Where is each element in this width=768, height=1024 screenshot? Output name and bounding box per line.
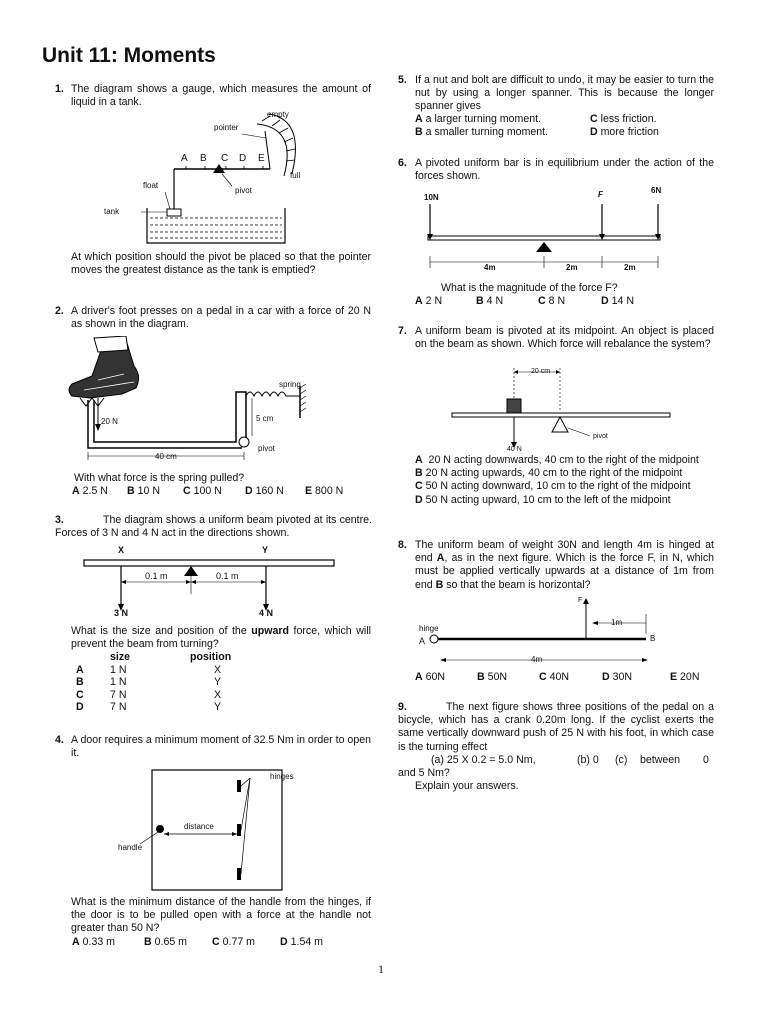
label-20n: 20 N: [101, 417, 118, 426]
question-3-prompt: What is the size and position of the upward force, which will prevent the beam from turning?: [71, 625, 371, 651]
question-text: A uniform beam is pivoted at its midpoint. An object is placed on the beam as shown. Which force will rebalance the system?: [415, 325, 714, 351]
pedal-diagram: [64, 336, 324, 466]
option-c[interactable]: C 100 N: [183, 485, 222, 497]
label-0-1m-right: 0.1 m: [216, 571, 239, 581]
option-d[interactable]: D 30N: [602, 671, 633, 683]
question-3-options: [76, 651, 231, 714]
gauge-diagram: [92, 106, 312, 248]
question-4-options: [72, 936, 323, 948]
question-9-cases: (a) 25 X 0.2 = 5.0 Nm, (b) 0 (c) between 0: [431, 754, 709, 766]
label-hinges: hinges: [270, 772, 294, 781]
option-a[interactable]: A 2.5 N: [72, 485, 108, 497]
label-pivot: pivot: [235, 186, 252, 195]
option-a[interactable]: A a larger turning moment.: [415, 113, 542, 125]
option-c[interactable]: C less friction.: [590, 113, 657, 125]
label-b: B: [200, 153, 207, 164]
label-a: A: [419, 636, 426, 646]
question-number: 8.: [398, 539, 407, 551]
question-text: A pivoted uniform bar is in equilibrium under the action of the forces shown.: [415, 157, 714, 183]
option-d[interactable]: D more friction: [590, 126, 659, 138]
label-empty: empty: [267, 110, 289, 119]
label-40cm: 40 cm: [155, 452, 177, 461]
option-a[interactable]: A 2 N: [415, 295, 443, 307]
label-y: Y: [262, 545, 269, 555]
option-d[interactable]: D 160 N: [245, 485, 284, 497]
question-text: If a nut and bolt are difficult to undo, it may be easier to turn the nut by using a longer spanner. This is because the longer spanner gives: [415, 74, 714, 113]
hinged-beam-diagram: [420, 596, 670, 668]
question-number: 5.: [398, 74, 407, 86]
page-title: Unit 11: Moments: [42, 44, 216, 67]
question-number: 9.: [398, 701, 407, 713]
label-full: full: [290, 171, 301, 180]
label-pivot: pivot: [258, 444, 275, 453]
question-text: The uniform beam of weight 30N and length 4m is hinged at end A, as in the next figure. Which is the force F, in N, which must be applied vertically upwards at a distance of 1m from end B so that the beam is horizontal?: [415, 539, 715, 591]
table-row[interactable]: C 7 N X: [76, 688, 222, 701]
option-d[interactable]: D 50 N acting upward, 10 cm to the left of the midpoint: [415, 493, 671, 506]
pivot-beam-diagram: [448, 366, 678, 456]
table-row[interactable]: B 1 N Y: [76, 676, 222, 689]
question-text: A driver's foot presses on a pedal in a car with a force of 20 N as shown in the diagram.: [71, 305, 371, 331]
label-handle: handle: [118, 843, 143, 852]
label-d: D: [239, 153, 247, 164]
option-b[interactable]: B 20 N acting upwards, 40 cm to the right of the midpoint: [415, 467, 683, 480]
label-float: float: [143, 181, 159, 190]
option-a[interactable]: A 20 N acting downwards, 40 cm to the right of the midpoint: [415, 454, 699, 466]
option-a[interactable]: A 0.33 m: [72, 936, 115, 948]
question-number: 2.: [55, 305, 64, 317]
label-e: E: [258, 153, 265, 164]
question-1-prompt: At which position should the pivot be placed so that the pointer moves the greatest distance as the tank is emptied?: [71, 251, 371, 277]
label-hinge: hinge: [419, 624, 439, 633]
label-pointer: pointer: [214, 123, 239, 132]
label-6n: 6N: [651, 186, 662, 195]
option-b[interactable]: B 50N: [477, 671, 508, 683]
option-c[interactable]: C 0.77 m: [212, 936, 255, 948]
label-10n: 10N: [424, 193, 439, 202]
question-number: 6.: [398, 157, 407, 169]
label-1m: 1m: [611, 618, 623, 627]
label-20cm: 20 cm: [531, 368, 551, 375]
label-4m: 4m: [531, 655, 543, 664]
question-7-options: [415, 454, 714, 507]
option-c[interactable]: C 40N: [539, 671, 570, 683]
question-text: A door requires a minimum moment of 32.5 Nm in order to open it.: [71, 734, 371, 760]
label-f: F: [578, 597, 583, 604]
label-f: F: [598, 190, 603, 199]
option-b[interactable]: B a smaller turning moment.: [415, 126, 549, 138]
page-number: 1: [378, 962, 384, 976]
label-4n: 4 N: [259, 608, 274, 618]
option-d[interactable]: D 14 N: [601, 295, 634, 307]
option-b[interactable]: B 0.65 m: [144, 936, 187, 948]
question-4-prompt: What is the minimum distance of the handle from the hinges, if the door is to be pulled open with a force at the handle not greater than 50 N?: [71, 896, 371, 935]
question-number: 3.: [55, 514, 64, 526]
label-distance: distance: [184, 822, 214, 831]
option-d[interactable]: D 1.54 m: [280, 936, 323, 948]
label-4m: 4m: [484, 263, 496, 272]
question-6-prompt: What is the magnitude of the force F?: [441, 282, 618, 294]
table-header: size position: [110, 651, 232, 664]
question-8-options: [415, 671, 699, 683]
option-a[interactable]: A 60N: [415, 671, 446, 683]
question-text: The next figure shows three positions of the pedal on a bicycle, which has a crank 0.20m long. If the cyclist exerts the same vertically downward push of 25 N with his foot, in which case is the turning effect: [398, 701, 714, 753]
label-pivot: pivot: [593, 433, 608, 440]
label-2m-b: 2m: [624, 263, 636, 272]
label-c: C: [221, 153, 229, 164]
question-text: The diagram shows a gauge, which measures the amount of liquid in a tank.: [71, 83, 371, 109]
label-b: B: [650, 634, 656, 643]
option-e[interactable]: E 20N: [670, 671, 700, 683]
option-b[interactable]: B 10 N: [127, 485, 160, 497]
label-x: X: [118, 545, 125, 555]
option-c[interactable]: C 8 N: [538, 295, 566, 307]
label-0-1m-left: 0.1 m: [145, 571, 168, 581]
table-row[interactable]: D 7 N Y: [76, 701, 222, 714]
label-40n: 40 N: [507, 446, 522, 453]
label-a: A: [181, 153, 188, 164]
option-b[interactable]: B 4 N: [476, 295, 504, 307]
label-5cm: 5 cm: [256, 414, 274, 423]
label-spring: spring: [279, 380, 301, 389]
question-number: 4.: [55, 734, 64, 746]
question-2-prompt: With what force is the spring pulled?: [74, 472, 245, 484]
option-e[interactable]: E 800 N: [305, 485, 344, 497]
label-3n: 3 N: [114, 608, 129, 618]
label-tank: tank: [104, 207, 120, 216]
question-text: The diagram shows a uniform beam pivoted at its centre. Forces of 3 N and 4 N act in the directions shown.: [55, 514, 372, 540]
question-6-options: [415, 295, 634, 307]
label-2m-a: 2m: [566, 263, 578, 272]
question-number: 7.: [398, 325, 407, 337]
question-2-options: [72, 485, 343, 497]
option-c[interactable]: C 50 N acting downward, 10 cm to the right of the midpoint: [415, 480, 691, 493]
question-number: 1.: [55, 83, 64, 95]
table-row[interactable]: A 1 N X: [76, 663, 222, 676]
